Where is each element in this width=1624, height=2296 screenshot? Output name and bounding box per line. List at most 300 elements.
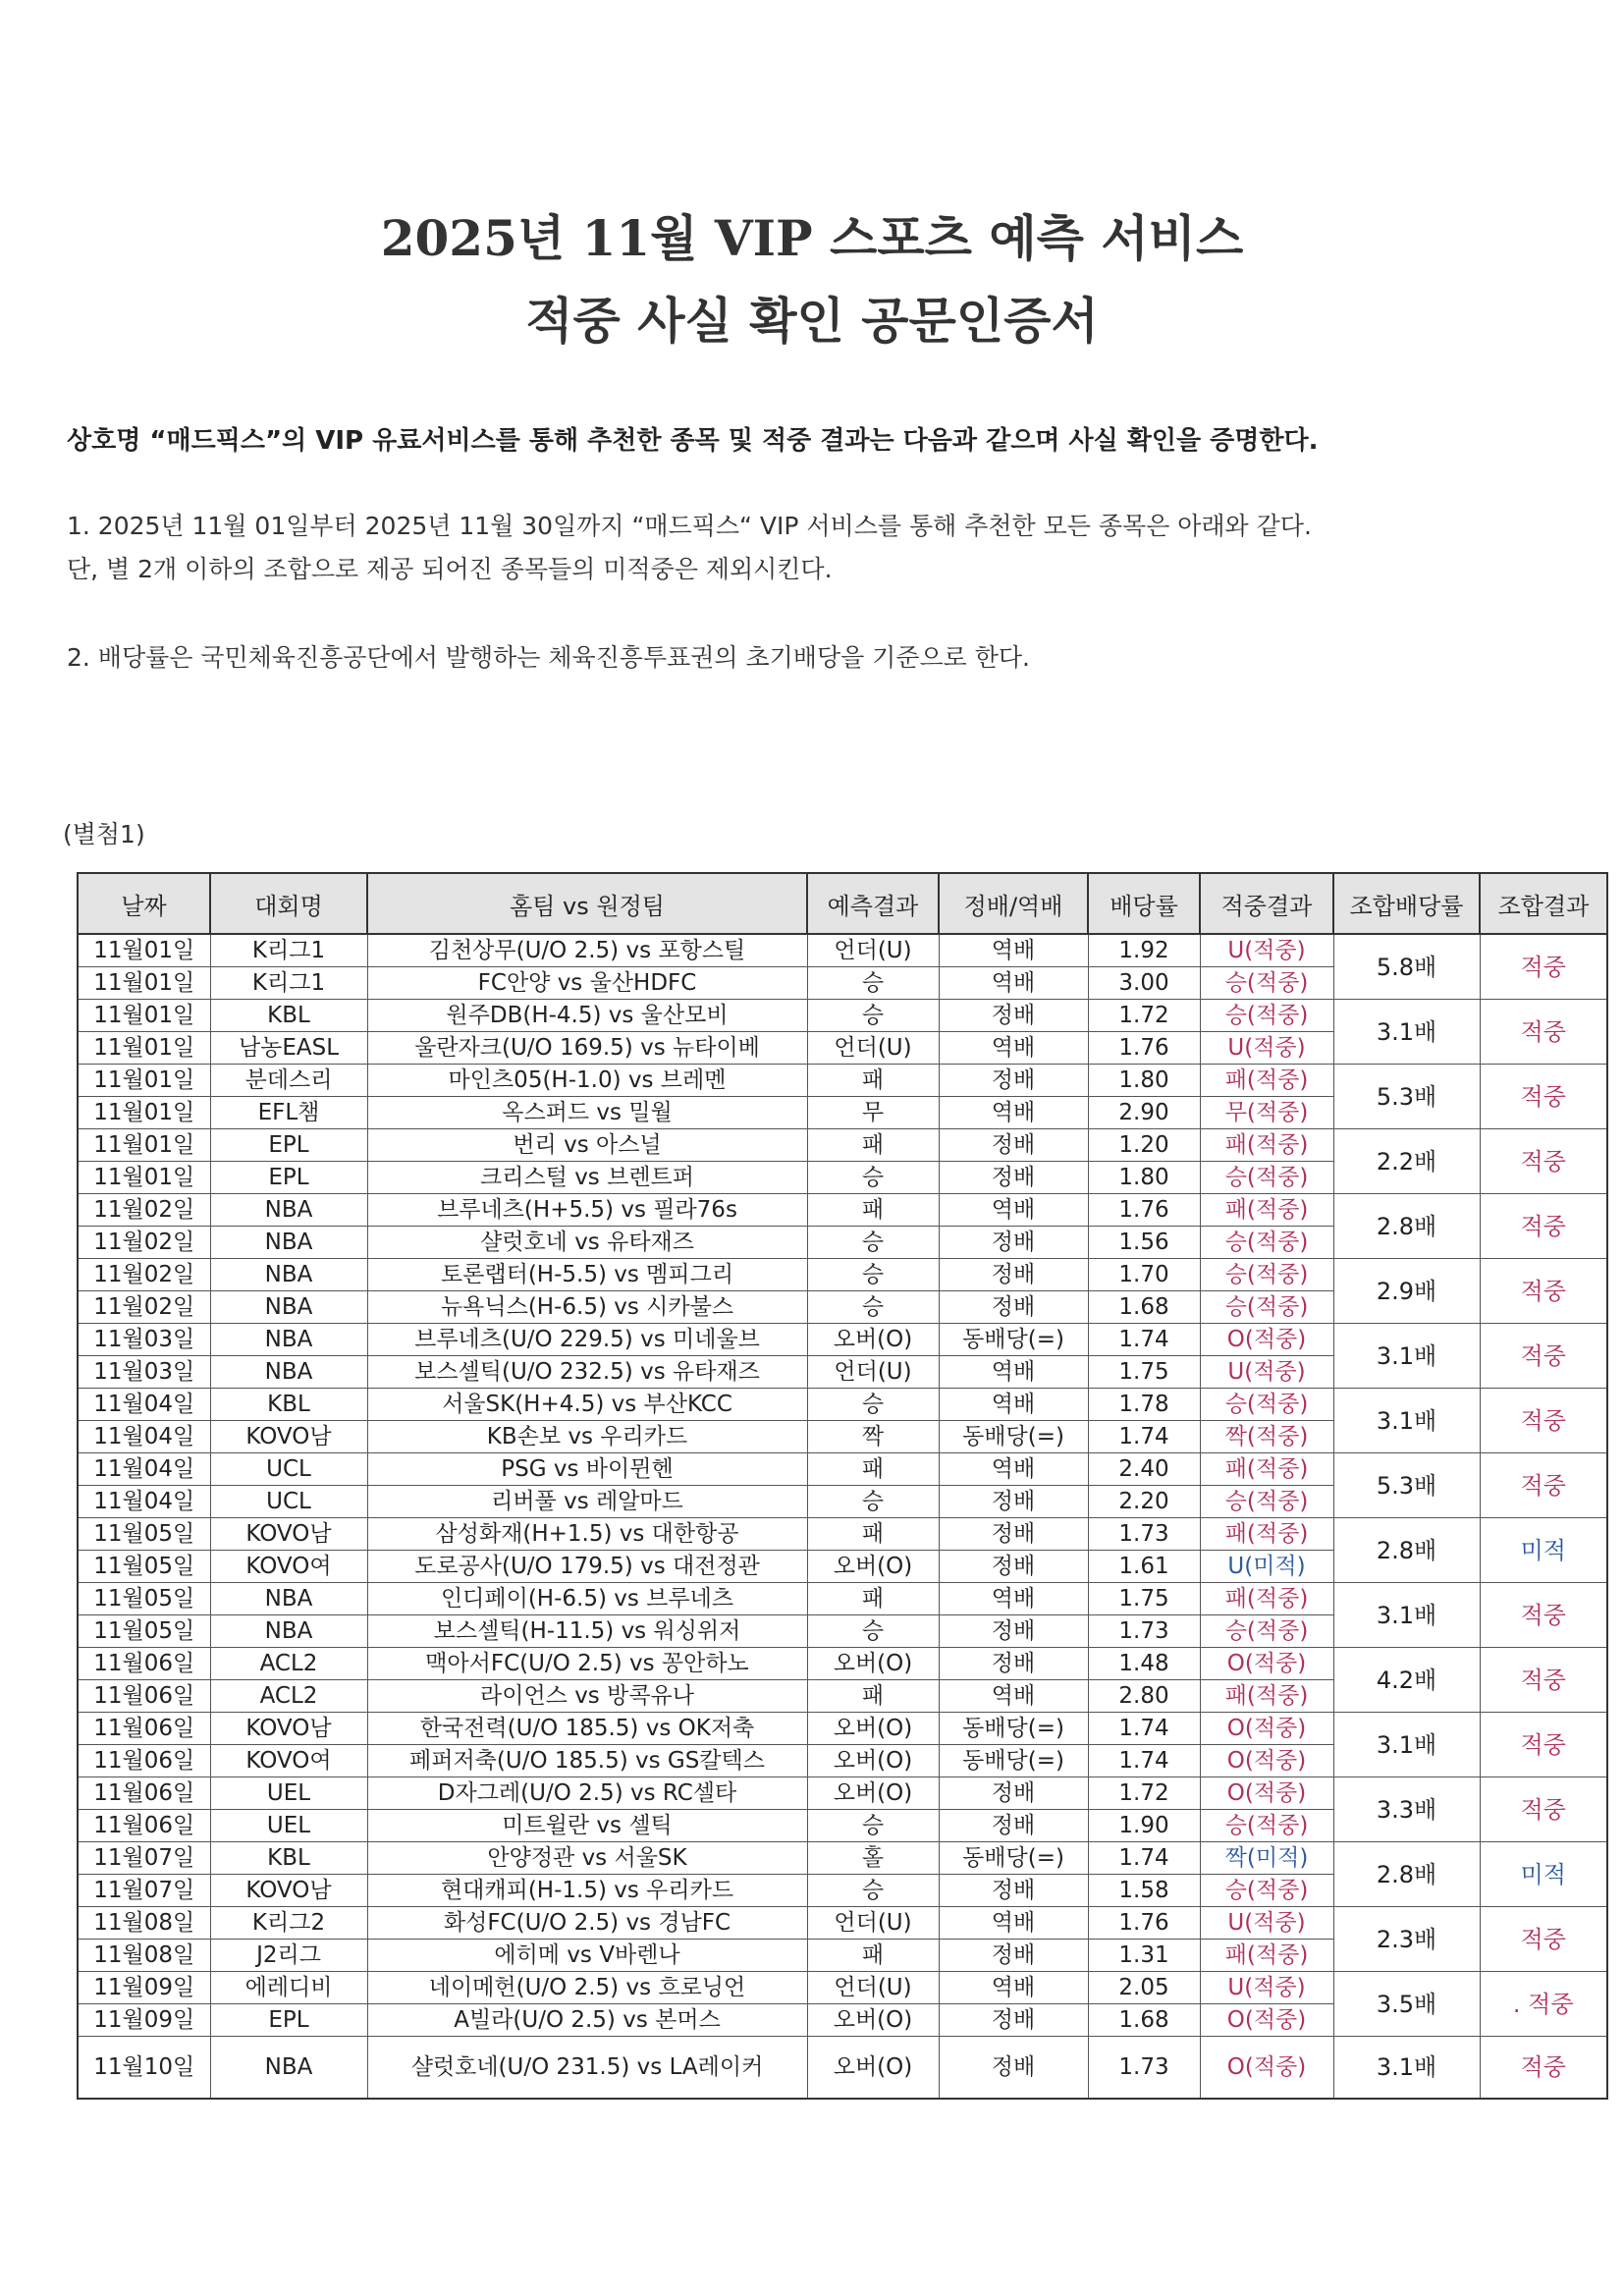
cell-combo-odds: 3.1배 bbox=[1333, 1583, 1480, 1648]
cell-odds: 1.72 bbox=[1088, 1777, 1200, 1810]
cell-prediction: 승 bbox=[807, 1227, 939, 1259]
cell-prediction: 오버(O) bbox=[807, 1777, 939, 1810]
cell-combo-result: 적중 bbox=[1480, 1065, 1607, 1129]
cell-prediction: 승 bbox=[807, 1291, 939, 1324]
clause-1-line2: 단, 별 2개 이하의 조합으로 제공 되어진 종목들의 미적중은 제외시킨다. bbox=[67, 555, 833, 583]
cell-league: UCL bbox=[210, 1486, 367, 1518]
cell-date: 11월06일 bbox=[78, 1777, 210, 1810]
cell-league: ACL2 bbox=[210, 1680, 367, 1713]
cell-league: EPL bbox=[210, 2004, 367, 2037]
cell-league: KBL bbox=[210, 1842, 367, 1875]
table-row bbox=[78, 2037, 1607, 2100]
cell-fav-underdog: 동배당(=) bbox=[939, 1842, 1088, 1875]
cell-date: 11월04일 bbox=[78, 1421, 210, 1453]
cell-date: 11월04일 bbox=[78, 1453, 210, 1486]
cell-date: 11월10일 bbox=[78, 2037, 210, 2100]
cell-fav-underdog: 정배 bbox=[939, 1777, 1088, 1810]
cell-odds: 1.76 bbox=[1088, 1194, 1200, 1227]
cell-combo-result: 적중 bbox=[1480, 1907, 1607, 1972]
cell-match: 브루네츠(H+5.5) vs 필라76s bbox=[367, 1194, 807, 1227]
table-row bbox=[78, 934, 1607, 967]
cell-result: 패(적중) bbox=[1200, 1583, 1333, 1615]
cell-league: EPL bbox=[210, 1129, 367, 1162]
cell-fav-underdog: 정배 bbox=[939, 1162, 1088, 1194]
cell-odds: 1.56 bbox=[1088, 1227, 1200, 1259]
cell-match: 화성FC(U/O 2.5) vs 경남FC bbox=[367, 1907, 807, 1940]
cell-league: UEL bbox=[210, 1777, 367, 1810]
cell-combo-result: 적중 bbox=[1480, 1453, 1607, 1518]
cell-odds: 1.70 bbox=[1088, 1259, 1200, 1291]
cell-match: A빌라(U/O 2.5) vs 본머스 bbox=[367, 2004, 807, 2037]
cell-league: NBA bbox=[210, 1291, 367, 1324]
table-row bbox=[78, 1324, 1607, 1356]
cell-match: 안양정관 vs 서울SK bbox=[367, 1842, 807, 1875]
cell-combo-odds: 2.2배 bbox=[1333, 1129, 1480, 1194]
cell-odds: 1.92 bbox=[1088, 934, 1200, 967]
cell-result: 승(적중) bbox=[1200, 1000, 1333, 1032]
header-prediction: 예측결과 bbox=[807, 873, 939, 934]
cell-date: 11월02일 bbox=[78, 1194, 210, 1227]
clause-1-line1: 1. 2025년 11월 01일부터 2025년 11월 30일까지 “매드픽스“ VIP 서비스를 통해 추천한 모든 종목은 아래와 같다. bbox=[67, 512, 1312, 540]
table-row bbox=[78, 1453, 1607, 1486]
cell-odds: 1.78 bbox=[1088, 1389, 1200, 1421]
cell-combo-result: 미적 bbox=[1480, 1842, 1607, 1907]
cell-combo-odds: 3.1배 bbox=[1333, 1389, 1480, 1453]
cell-result: O(적중) bbox=[1200, 1324, 1333, 1356]
cell-combo-odds: 2.3배 bbox=[1333, 1907, 1480, 1972]
cell-fav-underdog: 역배 bbox=[939, 1972, 1088, 2004]
cell-result: 짝(미적) bbox=[1200, 1842, 1333, 1875]
cell-league: K리그1 bbox=[210, 967, 367, 1000]
cell-result: O(적중) bbox=[1200, 1777, 1333, 1810]
cell-result: U(미적) bbox=[1200, 1551, 1333, 1583]
cell-fav-underdog: 동배당(=) bbox=[939, 1421, 1088, 1453]
cell-combo-odds: 2.8배 bbox=[1333, 1518, 1480, 1583]
results-table bbox=[77, 872, 1608, 2100]
cell-combo-odds: 4.2배 bbox=[1333, 1648, 1480, 1713]
cell-date: 11월09일 bbox=[78, 1972, 210, 2004]
cell-match: 에히메 vs V바렌나 bbox=[367, 1940, 807, 1972]
cell-combo-odds: 3.5배 bbox=[1333, 1972, 1480, 2037]
cell-combo-result: 적중 bbox=[1480, 1259, 1607, 1324]
cell-prediction: 승 bbox=[807, 1810, 939, 1842]
cell-prediction: 승 bbox=[807, 1000, 939, 1032]
cell-odds: 1.68 bbox=[1088, 1291, 1200, 1324]
clause-2: 2. 배당률은 국민체육진흥공단에서 발행하는 체육진흥투표권의 초기배당을 기준으로 한다. bbox=[67, 643, 1030, 672]
cell-fav-underdog: 정배 bbox=[939, 1000, 1088, 1032]
cell-league: KOVO남 bbox=[210, 1421, 367, 1453]
cell-date: 11월05일 bbox=[78, 1583, 210, 1615]
cell-match: 토론랩터(H-5.5) vs 멤피그리 bbox=[367, 1259, 807, 1291]
header-league: 대회명 bbox=[210, 873, 367, 934]
cell-match: 서울SK(H+4.5) vs 부산KCC bbox=[367, 1389, 807, 1421]
table-body bbox=[78, 934, 1607, 2099]
cell-date: 11월01일 bbox=[78, 1097, 210, 1129]
cell-match: 크리스털 vs 브렌트퍼 bbox=[367, 1162, 807, 1194]
cell-league: NBA bbox=[210, 2037, 367, 2100]
cell-combo-result: 적중 bbox=[1480, 1129, 1607, 1194]
cell-combo-odds: 2.8배 bbox=[1333, 1194, 1480, 1259]
cell-result: 승(적중) bbox=[1200, 1486, 1333, 1518]
cell-result: 패(적중) bbox=[1200, 1194, 1333, 1227]
cell-fav-underdog: 정배 bbox=[939, 1227, 1088, 1259]
cell-match: 리버풀 vs 레알마드 bbox=[367, 1486, 807, 1518]
cell-combo-result: 적중 bbox=[1480, 1583, 1607, 1648]
cell-result: 승(적중) bbox=[1200, 1875, 1333, 1907]
cell-result: 패(적중) bbox=[1200, 1065, 1333, 1097]
cell-match: 뉴욕닉스(H-6.5) vs 시카불스 bbox=[367, 1291, 807, 1324]
cell-date: 11월08일 bbox=[78, 1907, 210, 1940]
header-match: 홈팀 vs 원정팀 bbox=[367, 873, 807, 934]
cell-match: 옥스퍼드 vs 밀월 bbox=[367, 1097, 807, 1129]
cell-combo-result: 적중 bbox=[1480, 1713, 1607, 1777]
cell-match: 한국전력(U/O 185.5) vs OK저축 bbox=[367, 1713, 807, 1745]
cell-odds: 1.74 bbox=[1088, 1324, 1200, 1356]
cell-date: 11월06일 bbox=[78, 1745, 210, 1777]
cell-prediction: 오버(O) bbox=[807, 2004, 939, 2037]
cell-date: 11월06일 bbox=[78, 1680, 210, 1713]
attachment-label: (별첨1) bbox=[63, 820, 145, 848]
cell-result: 패(적중) bbox=[1200, 1129, 1333, 1162]
cell-odds: 1.73 bbox=[1088, 1518, 1200, 1551]
cell-fav-underdog: 정배 bbox=[939, 2037, 1088, 2100]
cell-odds: 1.73 bbox=[1088, 2037, 1200, 2100]
cell-league: K리그2 bbox=[210, 1907, 367, 1940]
cell-odds: 1.90 bbox=[1088, 1810, 1200, 1842]
cell-odds: 1.72 bbox=[1088, 1000, 1200, 1032]
cell-match: 보스셀틱(U/O 232.5) vs 유타재즈 bbox=[367, 1356, 807, 1389]
cell-date: 11월03일 bbox=[78, 1324, 210, 1356]
cell-match: 샬럿호네(U/O 231.5) vs LA레이커 bbox=[367, 2037, 807, 2100]
cell-combo-result: 적중 bbox=[1480, 934, 1607, 1000]
cell-date: 11월01일 bbox=[78, 1065, 210, 1097]
table-row bbox=[78, 1713, 1607, 1745]
cell-match: KB손보 vs 우리카드 bbox=[367, 1421, 807, 1453]
cell-fav-underdog: 정배 bbox=[939, 1615, 1088, 1648]
header-row bbox=[78, 873, 1607, 934]
cell-prediction: 오버(O) bbox=[807, 1648, 939, 1680]
cell-result: O(적중) bbox=[1200, 2004, 1333, 2037]
cell-odds: 2.90 bbox=[1088, 1097, 1200, 1129]
cell-league: EPL bbox=[210, 1162, 367, 1194]
cell-match: 도로공사(U/O 179.5) vs 대전정관 bbox=[367, 1551, 807, 1583]
cell-combo-result: 적중 bbox=[1480, 1000, 1607, 1065]
cell-combo-odds: 3.1배 bbox=[1333, 1324, 1480, 1389]
cell-league: KOVO여 bbox=[210, 1745, 367, 1777]
cell-fav-underdog: 역배 bbox=[939, 1907, 1088, 1940]
cell-fav-underdog: 정배 bbox=[939, 1259, 1088, 1291]
cell-prediction: 홀 bbox=[807, 1842, 939, 1875]
cell-fav-underdog: 역배 bbox=[939, 1356, 1088, 1389]
cell-match: 마인츠05(H-1.0) vs 브레멘 bbox=[367, 1065, 807, 1097]
table-row bbox=[78, 1907, 1607, 1940]
table-row bbox=[78, 1583, 1607, 1615]
cell-result: 승(적중) bbox=[1200, 1615, 1333, 1648]
table-row bbox=[78, 1259, 1607, 1291]
cell-date: 11월05일 bbox=[78, 1518, 210, 1551]
cell-date: 11월05일 bbox=[78, 1615, 210, 1648]
cell-match: 라이언스 vs 방콕유나 bbox=[367, 1680, 807, 1713]
cell-fav-underdog: 역배 bbox=[939, 1389, 1088, 1421]
cell-odds: 1.76 bbox=[1088, 1032, 1200, 1065]
cell-result: O(적중) bbox=[1200, 1648, 1333, 1680]
cell-combo-odds: 5.3배 bbox=[1333, 1065, 1480, 1129]
cell-combo-result: 적중 bbox=[1480, 1648, 1607, 1713]
cell-combo-odds: 3.1배 bbox=[1333, 1000, 1480, 1065]
intro-statement: 상호명 “매드픽스”의 VIP 유료서비스를 통해 추천한 종목 및 적중 결과는 다음과 같으며 사실 확인을 증명한다. bbox=[67, 426, 1319, 456]
cell-match: 울란자크(U/O 169.5) vs 뉴타이베 bbox=[367, 1032, 807, 1065]
cell-prediction: 오버(O) bbox=[807, 1713, 939, 1745]
results-table-container bbox=[77, 872, 1606, 2100]
cell-prediction: 패 bbox=[807, 1940, 939, 1972]
cell-combo-odds: 3.1배 bbox=[1333, 1713, 1480, 1777]
cell-league: NBA bbox=[210, 1583, 367, 1615]
cell-prediction: 언더(U) bbox=[807, 1972, 939, 2004]
table-row bbox=[78, 1065, 1607, 1097]
table-row bbox=[78, 1648, 1607, 1680]
cell-match: 원주DB(H-4.5) vs 울산모비 bbox=[367, 1000, 807, 1032]
cell-prediction: 패 bbox=[807, 1194, 939, 1227]
cell-league: NBA bbox=[210, 1615, 367, 1648]
table-row bbox=[78, 1194, 1607, 1227]
cell-fav-underdog: 정배 bbox=[939, 1518, 1088, 1551]
cell-fav-underdog: 정배 bbox=[939, 1940, 1088, 1972]
table-row bbox=[78, 1000, 1607, 1032]
cell-prediction: 승 bbox=[807, 1615, 939, 1648]
header-combo-odds: 조합배당률 bbox=[1333, 873, 1480, 934]
cell-league: NBA bbox=[210, 1324, 367, 1356]
cell-league: NBA bbox=[210, 1356, 367, 1389]
cell-league: KOVO여 bbox=[210, 1551, 367, 1583]
cell-match: 번리 vs 아스널 bbox=[367, 1129, 807, 1162]
table-row bbox=[78, 1518, 1607, 1551]
cell-odds: 2.05 bbox=[1088, 1972, 1200, 2004]
cell-result: 패(적중) bbox=[1200, 1518, 1333, 1551]
cell-odds: 1.48 bbox=[1088, 1648, 1200, 1680]
table-row bbox=[78, 1842, 1607, 1875]
cell-league: KBL bbox=[210, 1389, 367, 1421]
cell-fav-underdog: 역배 bbox=[939, 934, 1088, 967]
cell-fav-underdog: 정배 bbox=[939, 1291, 1088, 1324]
cell-result: 승(적중) bbox=[1200, 1227, 1333, 1259]
cell-fav-underdog: 정배 bbox=[939, 2004, 1088, 2037]
cell-match: 맥아서FC(U/O 2.5) vs 꽁안하노 bbox=[367, 1648, 807, 1680]
cell-league: EFL챔 bbox=[210, 1097, 367, 1129]
cell-prediction: 언더(U) bbox=[807, 1907, 939, 1940]
cell-league: UEL bbox=[210, 1810, 367, 1842]
cell-odds: 1.80 bbox=[1088, 1162, 1200, 1194]
cell-result: 승(적중) bbox=[1200, 967, 1333, 1000]
cell-odds: 1.58 bbox=[1088, 1875, 1200, 1907]
cell-odds: 1.31 bbox=[1088, 1940, 1200, 1972]
cell-odds: 2.80 bbox=[1088, 1680, 1200, 1713]
cell-combo-odds: 3.3배 bbox=[1333, 1777, 1480, 1842]
cell-fav-underdog: 정배 bbox=[939, 1810, 1088, 1842]
cell-odds: 1.61 bbox=[1088, 1551, 1200, 1583]
document-title-line1: 2025년 11월 VIP 스포츠 예측 서비스 bbox=[380, 209, 1244, 267]
cell-date: 11월01일 bbox=[78, 967, 210, 1000]
cell-result: U(적중) bbox=[1200, 1907, 1333, 1940]
cell-match: 페퍼저축(U/O 185.5) vs GS칼텍스 bbox=[367, 1745, 807, 1777]
cell-result: 승(적중) bbox=[1200, 1291, 1333, 1324]
cell-league: KOVO남 bbox=[210, 1875, 367, 1907]
cell-prediction: 무 bbox=[807, 1097, 939, 1129]
cell-fav-underdog: 정배 bbox=[939, 1065, 1088, 1097]
cell-fav-underdog: 동배당(=) bbox=[939, 1745, 1088, 1777]
cell-date: 11월07일 bbox=[78, 1875, 210, 1907]
cell-prediction: 승 bbox=[807, 1875, 939, 1907]
cell-prediction: 오버(O) bbox=[807, 1745, 939, 1777]
cell-match: FC안양 vs 울산HDFC bbox=[367, 967, 807, 1000]
cell-prediction: 패 bbox=[807, 1583, 939, 1615]
cell-league: KOVO남 bbox=[210, 1713, 367, 1745]
cell-prediction: 언더(U) bbox=[807, 1356, 939, 1389]
cell-prediction: 패 bbox=[807, 1680, 939, 1713]
cell-match: 미트윌란 vs 셀틱 bbox=[367, 1810, 807, 1842]
cell-combo-odds: 2.9배 bbox=[1333, 1259, 1480, 1324]
cell-league: UCL bbox=[210, 1453, 367, 1486]
cell-prediction: 오버(O) bbox=[807, 1551, 939, 1583]
cell-date: 11월01일 bbox=[78, 1000, 210, 1032]
cell-result: U(적중) bbox=[1200, 1032, 1333, 1065]
cell-match: 현대캐피(H-1.5) vs 우리카드 bbox=[367, 1875, 807, 1907]
cell-result: 승(적중) bbox=[1200, 1810, 1333, 1842]
cell-league: NBA bbox=[210, 1194, 367, 1227]
cell-combo-odds: 5.8배 bbox=[1333, 934, 1480, 1000]
cell-date: 11월06일 bbox=[78, 1713, 210, 1745]
cell-prediction: 승 bbox=[807, 1389, 939, 1421]
cell-fav-underdog: 역배 bbox=[939, 967, 1088, 1000]
cell-fav-underdog: 정배 bbox=[939, 1551, 1088, 1583]
cell-odds: 2.20 bbox=[1088, 1486, 1200, 1518]
cell-league: KBL bbox=[210, 1000, 367, 1032]
cell-match: 인디페이(H-6.5) vs 브루네츠 bbox=[367, 1583, 807, 1615]
cell-odds: 1.74 bbox=[1088, 1713, 1200, 1745]
header-odds: 배당률 bbox=[1088, 873, 1200, 934]
cell-fav-underdog: 역배 bbox=[939, 1194, 1088, 1227]
cell-league: NBA bbox=[210, 1259, 367, 1291]
cell-prediction: 패 bbox=[807, 1129, 939, 1162]
cell-combo-odds: 2.8배 bbox=[1333, 1842, 1480, 1907]
cell-fav-underdog: 동배당(=) bbox=[939, 1324, 1088, 1356]
header-date: 날짜 bbox=[78, 873, 210, 934]
cell-league: KOVO남 bbox=[210, 1518, 367, 1551]
cell-odds: 1.20 bbox=[1088, 1129, 1200, 1162]
cell-odds: 1.75 bbox=[1088, 1356, 1200, 1389]
cell-league: NBA bbox=[210, 1227, 367, 1259]
cell-date: 11월06일 bbox=[78, 1810, 210, 1842]
cell-match: 삼성화재(H+1.5) vs 대한항공 bbox=[367, 1518, 807, 1551]
cell-date: 11월04일 bbox=[78, 1486, 210, 1518]
cell-date: 11월02일 bbox=[78, 1291, 210, 1324]
cell-odds: 1.74 bbox=[1088, 1842, 1200, 1875]
table-row bbox=[78, 1129, 1607, 1162]
cell-odds: 1.74 bbox=[1088, 1421, 1200, 1453]
cell-prediction: 패 bbox=[807, 1065, 939, 1097]
cell-prediction: 오버(O) bbox=[807, 1324, 939, 1356]
cell-fav-underdog: 정배 bbox=[939, 1875, 1088, 1907]
cell-combo-result: 미적 bbox=[1480, 1518, 1607, 1583]
cell-combo-result: . 적중 bbox=[1480, 1972, 1607, 2037]
cell-match: 샬럿호네 vs 유타재즈 bbox=[367, 1227, 807, 1259]
header-result: 적중결과 bbox=[1200, 873, 1333, 934]
cell-prediction: 승 bbox=[807, 1486, 939, 1518]
cell-date: 11월08일 bbox=[78, 1940, 210, 1972]
cell-result: U(적중) bbox=[1200, 934, 1333, 967]
cell-league: 에레디비 bbox=[210, 1972, 367, 2004]
cell-date: 11월04일 bbox=[78, 1389, 210, 1421]
cell-result: 무(적중) bbox=[1200, 1097, 1333, 1129]
cell-combo-odds: 5.3배 bbox=[1333, 1453, 1480, 1518]
cell-date: 11월01일 bbox=[78, 1032, 210, 1065]
cell-combo-result: 적중 bbox=[1480, 2037, 1607, 2100]
cell-prediction: 언더(U) bbox=[807, 934, 939, 967]
cell-match: 브루네츠(U/O 229.5) vs 미네울브 bbox=[367, 1324, 807, 1356]
cell-date: 11월01일 bbox=[78, 1162, 210, 1194]
table-row bbox=[78, 1972, 1607, 2004]
cell-combo-result: 적중 bbox=[1480, 1777, 1607, 1842]
table-header bbox=[78, 873, 1607, 934]
cell-result: O(적중) bbox=[1200, 1713, 1333, 1745]
cell-odds: 1.75 bbox=[1088, 1583, 1200, 1615]
cell-match: PSG vs 바이뮌헨 bbox=[367, 1453, 807, 1486]
cell-result: O(적중) bbox=[1200, 2037, 1333, 2100]
cell-result: 승(적중) bbox=[1200, 1162, 1333, 1194]
cell-match: 보스셀틱(H-11.5) vs 워싱위저 bbox=[367, 1615, 807, 1648]
cell-league: 남농EASL bbox=[210, 1032, 367, 1065]
cell-odds: 1.68 bbox=[1088, 2004, 1200, 2037]
cell-prediction: 승 bbox=[807, 1259, 939, 1291]
cell-prediction: 언더(U) bbox=[807, 1032, 939, 1065]
cell-fav-underdog: 정배 bbox=[939, 1486, 1088, 1518]
cell-match: D자그레(U/O 2.5) vs RC셀타 bbox=[367, 1777, 807, 1810]
cell-combo-odds: 3.1배 bbox=[1333, 2037, 1480, 2100]
cell-result: U(적중) bbox=[1200, 1356, 1333, 1389]
cell-result: 승(적중) bbox=[1200, 1259, 1333, 1291]
cell-league: ACL2 bbox=[210, 1648, 367, 1680]
cell-combo-result: 적중 bbox=[1480, 1389, 1607, 1453]
cell-result: 짝(적중) bbox=[1200, 1421, 1333, 1453]
cell-combo-result: 적중 bbox=[1480, 1324, 1607, 1389]
cell-result: O(적중) bbox=[1200, 1745, 1333, 1777]
cell-result: 패(적중) bbox=[1200, 1453, 1333, 1486]
cell-odds: 1.73 bbox=[1088, 1615, 1200, 1648]
cell-fav-underdog: 역배 bbox=[939, 1583, 1088, 1615]
cell-prediction: 패 bbox=[807, 1453, 939, 1486]
cell-fav-underdog: 역배 bbox=[939, 1453, 1088, 1486]
cell-match: 김천상무(U/O 2.5) vs 포항스틸 bbox=[367, 934, 807, 967]
cell-fav-underdog: 역배 bbox=[939, 1032, 1088, 1065]
header-fav-underdog: 정배/역배 bbox=[939, 873, 1088, 934]
table-row bbox=[78, 1389, 1607, 1421]
cell-prediction: 승 bbox=[807, 1162, 939, 1194]
cell-odds: 1.80 bbox=[1088, 1065, 1200, 1097]
cell-date: 11월01일 bbox=[78, 1129, 210, 1162]
cell-odds: 1.76 bbox=[1088, 1907, 1200, 1940]
cell-league: J2리그 bbox=[210, 1940, 367, 1972]
cell-fav-underdog: 정배 bbox=[939, 1129, 1088, 1162]
cell-result: U(적중) bbox=[1200, 1972, 1333, 2004]
cell-odds: 3.00 bbox=[1088, 967, 1200, 1000]
cell-date: 11월01일 bbox=[78, 934, 210, 967]
cell-result: 패(적중) bbox=[1200, 1680, 1333, 1713]
table-row bbox=[78, 1777, 1607, 1810]
cell-prediction: 패 bbox=[807, 1518, 939, 1551]
cell-odds: 2.40 bbox=[1088, 1453, 1200, 1486]
cell-result: 승(적중) bbox=[1200, 1389, 1333, 1421]
cell-date: 11월02일 bbox=[78, 1227, 210, 1259]
cell-fav-underdog: 역배 bbox=[939, 1097, 1088, 1129]
